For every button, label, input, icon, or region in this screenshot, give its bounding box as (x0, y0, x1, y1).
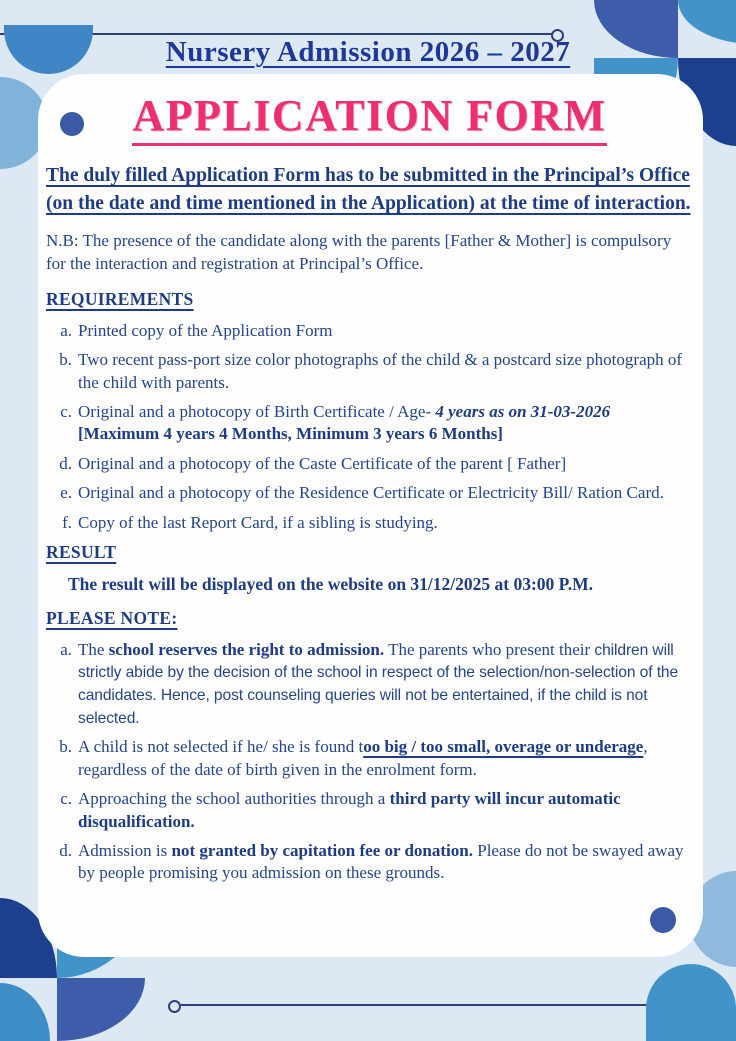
list-marker: d. (59, 453, 72, 473)
card-accent-dot-bottom (650, 907, 676, 933)
bottom-connector-line (181, 1004, 648, 1006)
nb-note: N.B: The presence of the candidate along with the parents [Father & Mother] is compulsory for the interaction and registration at Principal’s Office. (46, 230, 672, 273)
please-note-list (46, 639, 693, 885)
result-heading: RESULT (46, 542, 117, 563)
result-text: The result will be displayed on the website on 31/12/2025 at 03:00 P.M. (68, 574, 594, 595)
list-marker: a. (60, 639, 72, 659)
list-marker: d. (59, 840, 72, 860)
list-item (46, 840, 693, 885)
list-item (46, 453, 693, 475)
bottom-right-arch-shape (646, 964, 736, 1041)
list-item (46, 788, 693, 833)
list-marker: e. (60, 483, 72, 503)
card-accent-dot-top (60, 112, 84, 136)
list-text: Original and a photocopy of Birth Certificate / Age- 4 years as on 31-03-2026 [Maximum 4 years 4 Months, Minimum 3 years 6 Months] (78, 401, 611, 444)
please-note-heading: PLEASE NOTE: (46, 607, 178, 628)
list-text: Two recent pass-port size color photographs of the child & a postcard size photograph of the child with parents. (78, 350, 683, 392)
bottom-line-ring-icon (168, 1000, 181, 1013)
list-text: A child is not selected if he/ she is found too big / too small, overage or underage, regardless of the date of birth given in the enrolment form. (78, 737, 648, 779)
bottom-left-quarter-light (0, 983, 50, 1041)
list-item (46, 401, 693, 446)
submission-notice: The duly filled Application Form has to be submitted in the Principal’s Office (on the date and time mentioned in the Application) at the time of interaction. (46, 165, 691, 215)
page-title: Nursery Admission 2026 – 2027 (165, 36, 571, 68)
list-item (46, 349, 693, 394)
list-text: Original and a photocopy of the Caste Certificate of the parent [ Father] (78, 453, 567, 473)
main-title (46, 92, 693, 146)
list-text: Admission is not granted by capitation fee or donation. Please do not be swayed away by people promising you admission on these grounds. (78, 840, 684, 883)
requirements-heading: REQUIREMENTS (46, 288, 194, 309)
list-text: Copy of the last Report Card, if a sibling is studying. (78, 512, 438, 532)
list-text: Original and a photocopy of the Residence Certificate or Electricity Bill/ Ration Card. (78, 483, 664, 503)
list-marker: b. (59, 350, 72, 370)
list-item (46, 639, 693, 729)
list-item (46, 320, 693, 342)
list-item (46, 482, 693, 504)
list-marker: c. (60, 401, 72, 421)
list-marker: f. (62, 512, 72, 532)
content-card (38, 74, 703, 957)
bottom-left-quarter-royal (57, 978, 145, 1041)
list-marker: a. (60, 320, 72, 340)
requirements-list (46, 320, 693, 535)
list-item (46, 512, 693, 534)
list-marker: b. (59, 737, 72, 757)
list-text: The school reserves the right to admission. The parents who present their children will strictly abide by the decision of the school in respect of the selection/non-selection of the candidates. Hence, post counseling queries will not be entertained, if the child is not selected. (78, 639, 679, 727)
list-text: Approaching the school authorities through a third party will incur automatic disqualification. (78, 789, 621, 831)
list-text: Printed copy of the Application Form (78, 320, 333, 340)
main-title-text: APPLICATION FORM (132, 92, 606, 146)
list-marker: c. (60, 789, 72, 809)
list-item (46, 736, 693, 781)
